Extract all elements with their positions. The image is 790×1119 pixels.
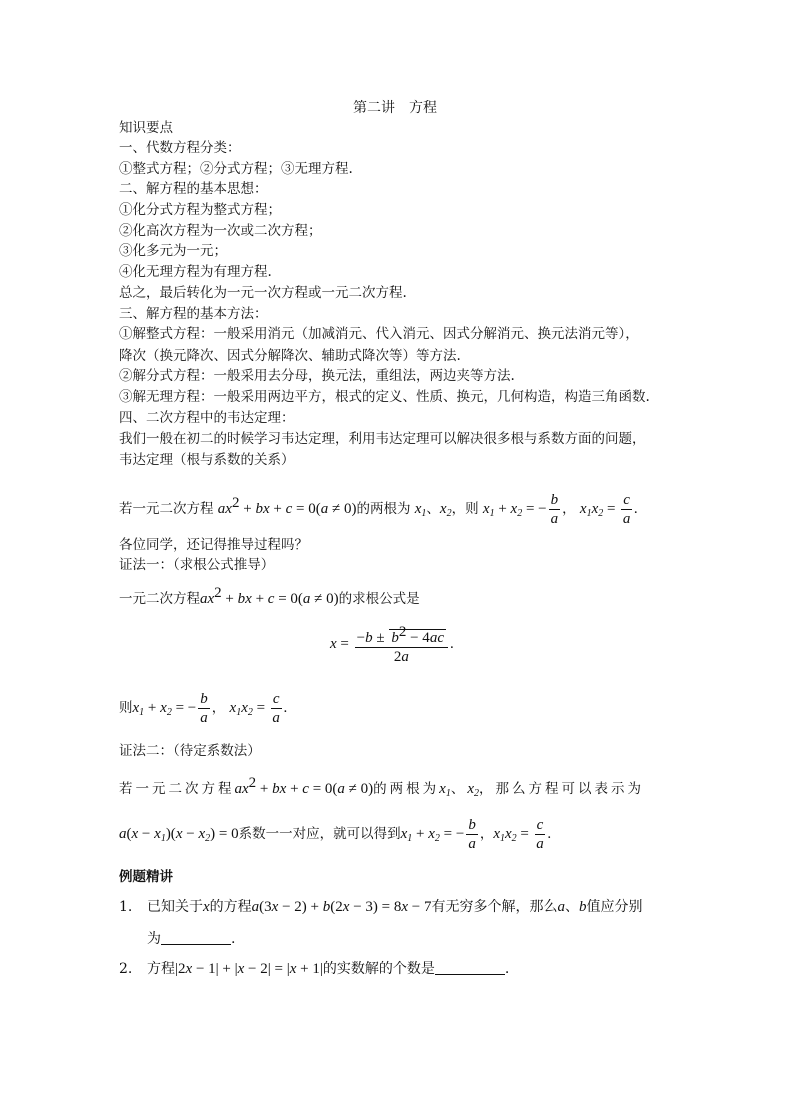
text-line: 知识要点 (119, 120, 173, 136)
text-line: 各位同学，还记得推导过程吗？ (119, 537, 308, 553)
problem-1-line2: 为 . (147, 931, 236, 947)
text-line: ②化高次方程为一次或二次方程； (119, 223, 322, 239)
text-line: ④化无理方程为有理方程. (119, 264, 272, 280)
text-line: ①化分式方程为整式方程； (119, 202, 281, 218)
page-title: 第二讲 方程 (353, 100, 437, 116)
answer-blank[interactable] (435, 960, 505, 975)
proof-2-result: $a(x - x_1)(x - x_2) = 0$系数一一对应，就可以得到$x_1 + x_2$ = − $\frac{b}{a}$ ，$x_1x_2$ = $\frac{c}{a}$ . (119, 817, 552, 852)
text-line: 降次（换元降次、因式分解降次、辅助式降次等）等方法. (119, 348, 461, 364)
vieta-statement: 若一元二次方程 $ax^2$ + bx + c = 0(a ≠ 0)的两根为 $x_1$、$x_2$，则 $x_1 + x_2$ = − $\frac{b}{a}$ ， $x_1x_2$ = $\frac{c}{a}$ . (119, 492, 638, 527)
proof-1-heading: 证法一：（求根公式推导） (119, 557, 275, 573)
proof-2-heading: 证法二：（待定系数法） (119, 743, 261, 759)
text-line: ②解分式方程：一般采用去分母，换元法，重组法，两边夹等方法. (119, 368, 515, 384)
proof-1-result: 则$x_1 + x_2$ = − $\frac{b}{a}$ ， $x_1x_2$ = $\frac{c}{a}$ . (119, 691, 288, 726)
text-line: ③化多元为一元； (119, 243, 227, 259)
heading-3: 三、解方程的基本方法： (119, 306, 268, 322)
answer-blank[interactable] (161, 930, 231, 945)
text-line: 我们一般在初二的时候学习韦达定理，利用韦达定理可以解决很多根与系数方面的问题， (119, 431, 646, 447)
root-formula: x = $\frac{-b \pm b^2 - 4ac}{2a}$ . (330, 624, 454, 665)
quadratic-line: 一元二次方程$ax^2$ + bx + c = 0(a ≠ 0)的求根公式是 (119, 585, 420, 607)
problem-2: 2. 方程|2x − 1| + |x − 2| = |x + 1|的实数解的个数是 . (119, 961, 510, 977)
text-line: ①解整式方程：一般采用消元（加减消元、代入消元、因式分解消元、换元法消元等）， (119, 326, 639, 342)
text-line: 总之，最后转化为一元一次方程或一元二次方程. (119, 285, 407, 301)
text-line: 韦达定理（根与系数的关系） (119, 452, 295, 468)
heading-4: 四、二次方程中的韦达定理： (119, 410, 295, 426)
section-heading: 例题精讲 (119, 869, 173, 885)
problem-1: 1. 已知关于x的方程a(3x − 2) + b(2x − 3) = 8x − 7有无穷多个解，那么a、b值应分别 (119, 899, 643, 915)
text-line: ①整式方程；②分式方程；③无理方程. (119, 161, 353, 177)
text-line: ③解无理方程：一般采用两边平方，根式的定义、性质、换元，几何构造，构造三角函数. (119, 389, 650, 405)
heading-1: 一、代数方程分类： (119, 140, 241, 156)
proof-2-line: 若一元二次方程$ax^2$ + bx + c = 0(a ≠ 0)的两根为$x_1$、$x_2$，那么方程可以表示为 (119, 775, 644, 799)
heading-2: 二、解方程的基本思想： (119, 181, 268, 197)
